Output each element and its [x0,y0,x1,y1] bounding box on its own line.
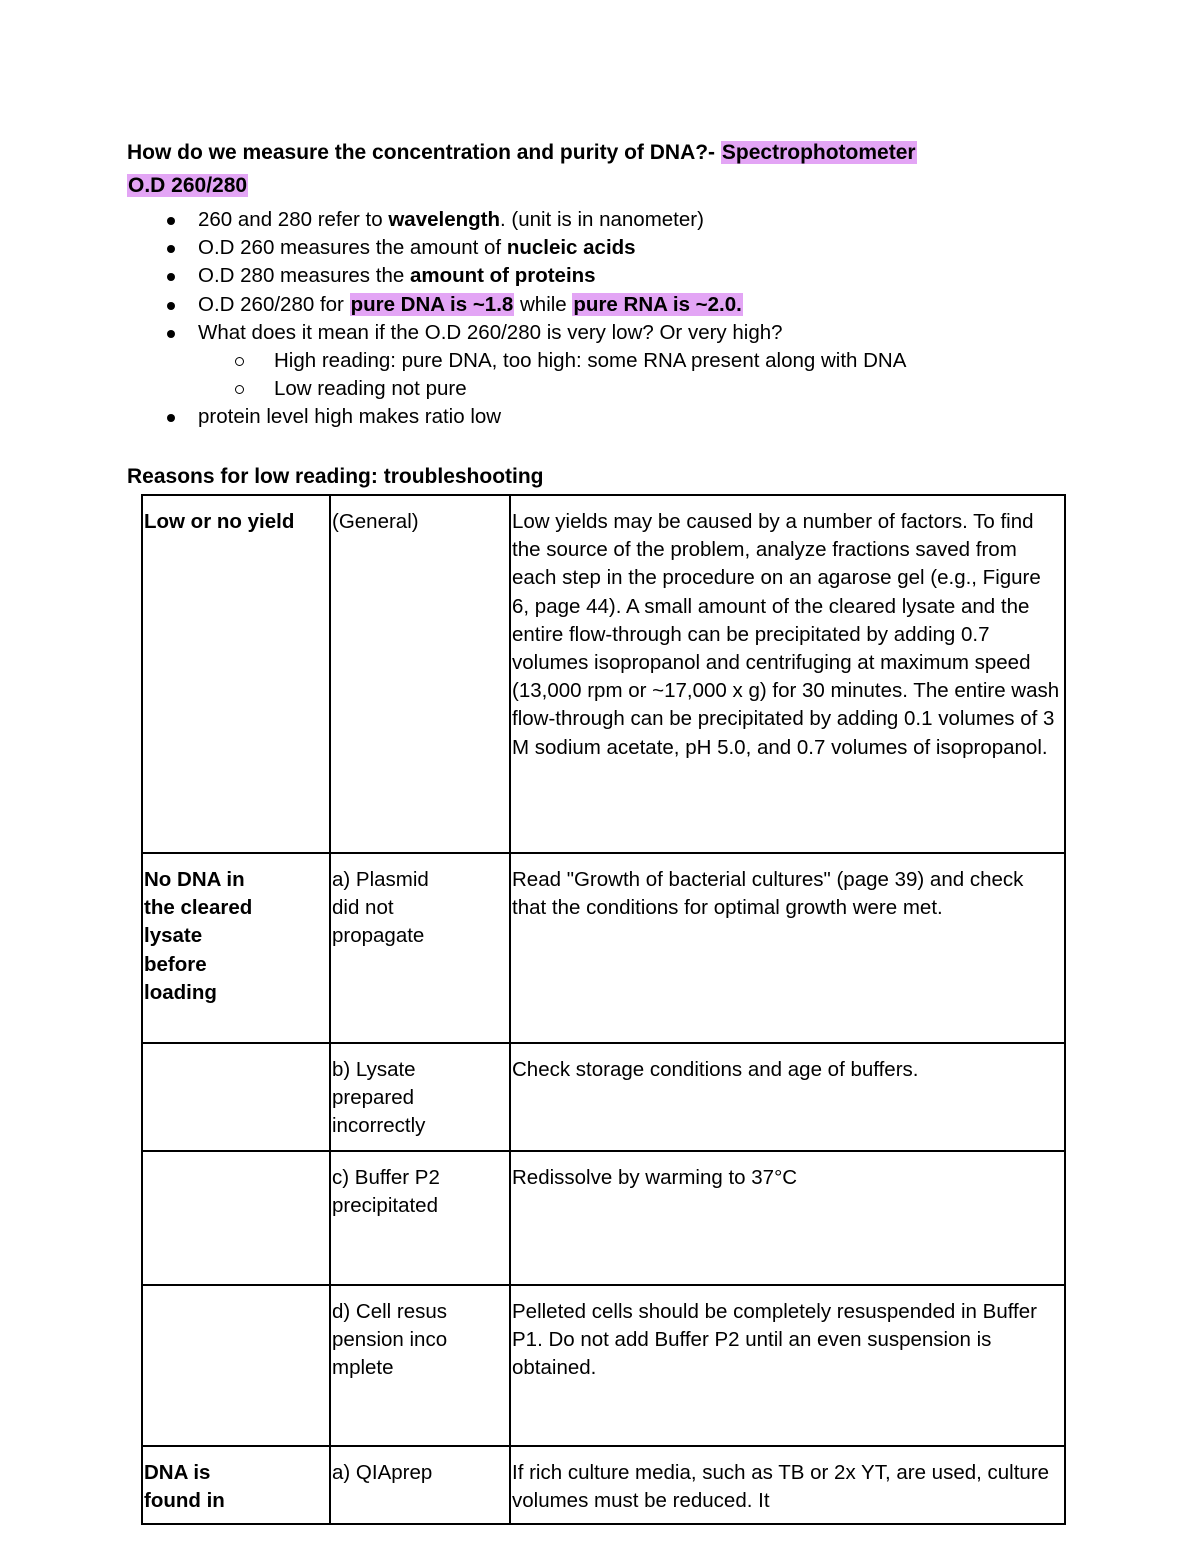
problem-cell: No DNA in the cleared lysate before loading [142,853,330,1043]
cause-cell: d) Cell resuspension incomplete [330,1285,510,1446]
table-row [142,1285,1065,1446]
highlight-spectrophotometer: Spectrophotometer [721,141,916,164]
solution-cell: Redissolve by warming to 37°C [510,1151,1065,1285]
table-row [142,1151,1065,1285]
table-row [142,1043,1065,1151]
problem-cell: Low or no yield [142,495,330,853]
sub-list-item: High reading: pure DNA, too high: some RNA present along with DNA [163,347,1063,375]
cause-cell: c) Buffer P2 precipitated [330,1151,510,1285]
bullet-icon [167,217,175,225]
table-row [142,853,1065,1043]
table-row [142,1446,1065,1524]
cause-cell: (General) [330,495,510,853]
cause-cell: a) Plasmid did not propagate [330,853,510,1043]
problem-cell [142,1151,330,1285]
question-heading-line2 [127,170,248,202]
list-item: O.D 280 measures the amount of proteins [163,262,1063,290]
table-row [142,495,1065,853]
question-heading [127,137,917,169]
circle-bullet-icon [235,385,244,394]
list-item: 260 and 280 refer to wavelength. (unit is in nanometer) [163,206,1063,234]
highlight-od-ratio: O.D 260/280 [128,174,248,197]
problem-cell: DNA is found in [142,1446,330,1524]
list-item: protein level high makes ratio low [163,403,1063,431]
bullet-icon [167,273,175,281]
question-text: How do we measure the concentration and purity of DNA?- [127,141,721,164]
list-item: What does it mean if the O.D 260/280 is very low? Or very high? [163,319,1063,347]
solution-cell: Pelleted cells should be completely resuspended in Buffer P1. Do not add Buffer P2 until an even suspension is obtained. [510,1285,1065,1446]
bullet-icon [167,330,175,338]
solution-cell: If rich culture media, such as TB or 2x YT, are used, culture volumes must be reduced. It [510,1446,1065,1524]
highlight-pure-dna: pure DNA is ~1.8 [350,292,514,316]
bullet-icon [167,245,175,253]
circle-bullet-icon [235,357,244,366]
section-title: Reasons for low reading: troubleshooting [127,465,544,488]
problem-cell [142,1285,330,1446]
bullet-list [163,206,1063,432]
solution-cell: Check storage conditions and age of buffers. [510,1043,1065,1151]
bullet-icon [167,414,175,422]
problem-cell [142,1043,330,1151]
bullet-icon [167,302,175,310]
troubleshooting-table [141,494,1066,1525]
cause-cell: a) QIAprep [330,1446,510,1524]
sub-list-item: Low reading not pure [163,375,1063,403]
cause-cell: b) Lysate prepared incorrectly [330,1043,510,1151]
list-item: O.D 260 measures the amount of nucleic acids [163,234,1063,262]
solution-cell: Low yields may be caused by a number of factors. To find the source of the problem, analyze fractions saved from each step in the procedure on an agarose gel (e.g., Figure 6, page 44). A small amount of the cleared lysate and the entire flow-through can be precipitated by adding 0.7 volumes isopropanol and centrifuging at maximum speed (13,000 rpm or ~17,000 x g) for 30 minutes. The entire wash flow-through can be precipitated by adding 0.1 volumes of 3 M sodium acetate, pH 5.0, and 0.7 volumes of isopropanol. [510,495,1065,853]
highlight-pure-rna: pure RNA is ~2.0. [573,292,742,316]
list-item: O.D 260/280 for pure DNA is ~1.8 while pure RNA is ~2.0. [163,291,1063,319]
solution-cell: Read "Growth of bacterial cultures" (page 39) and check that the conditions for optimal growth were met. [510,853,1065,1043]
